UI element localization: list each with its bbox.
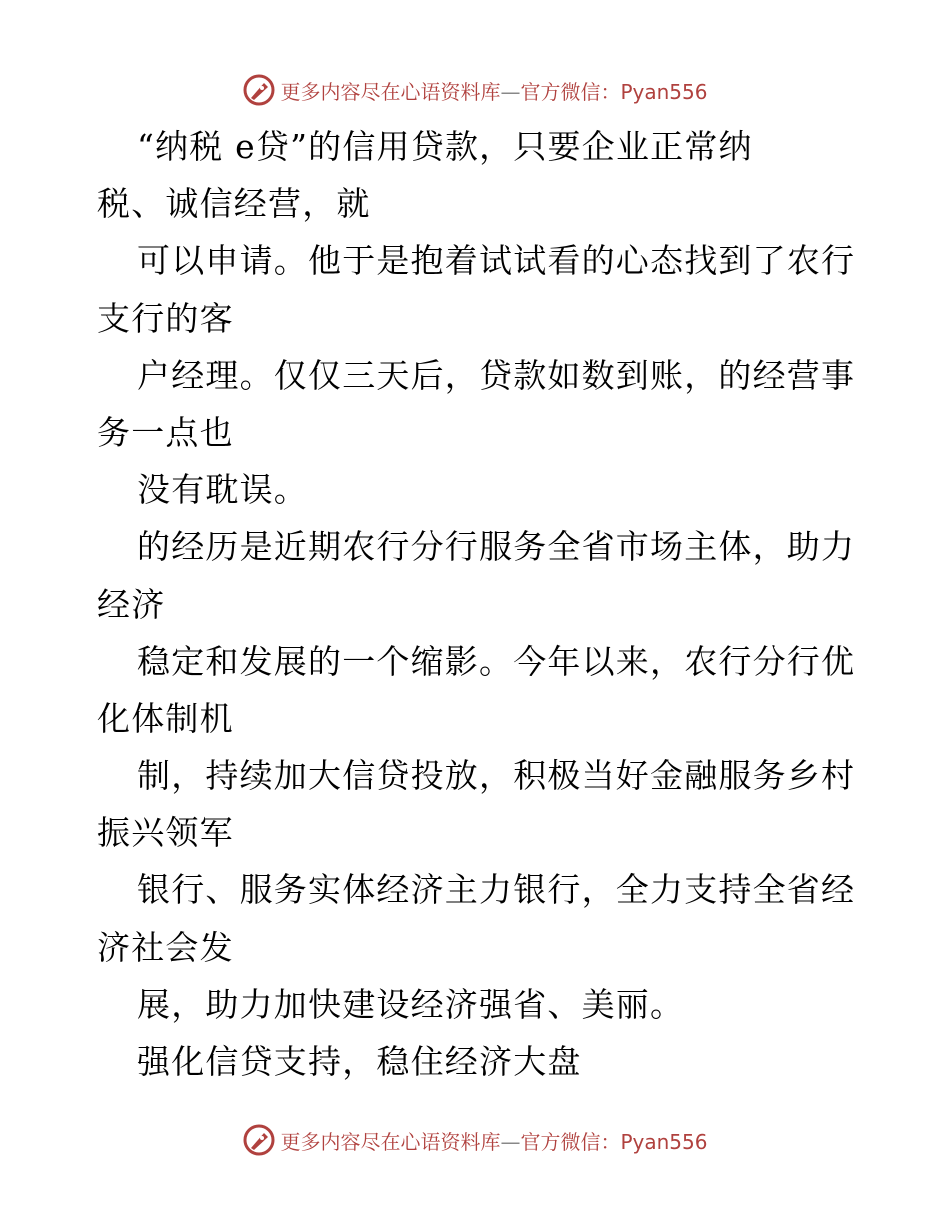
pen-nib-logo-icon xyxy=(242,73,276,107)
banner-separator: — xyxy=(500,79,521,104)
banner-separator: — xyxy=(500,1129,521,1154)
text-line: 经济 xyxy=(97,584,166,624)
text-line: 没有耽误。 xyxy=(137,470,308,510)
text-line: 强化信贷支持，稳住经济大盘 xyxy=(137,1042,582,1081)
text-line: 务一点也 xyxy=(97,412,234,452)
text-line: 银行、服务实体经济主力银行，全力支持全省经 xyxy=(137,870,856,910)
pen-nib-logo-icon xyxy=(242,1123,276,1157)
text-line: 可以申请。他于是抱着试试看的心态找到了农行 xyxy=(137,241,856,281)
text-line: 化体制机 xyxy=(97,698,234,738)
footer-banner xyxy=(0,1120,950,1160)
banner-contact-text: 官方微信：Pyan556 xyxy=(520,79,708,104)
header-banner xyxy=(0,70,950,110)
banner-site-text: 更多内容尽在心语资料库 xyxy=(280,79,501,104)
text-line: 稳定和发展的一个缩影。今年以来，农行分行优 xyxy=(137,641,856,681)
text-line: 振兴领军 xyxy=(97,813,234,853)
text-line: 户经理。仅仅三天后，贷款如数到账，的经营事 xyxy=(137,355,856,395)
text-line: 支行的客 xyxy=(97,298,234,338)
text-line: “纳税 e贷”的信用贷款，只要企业正常纳 xyxy=(137,127,753,166)
text-line: 济社会发 xyxy=(97,927,234,967)
text-line: 的经历是近期农行分行服务全省市场主体，助力 xyxy=(137,527,856,567)
banner-site-text: 更多内容尽在心语资料库 xyxy=(280,1129,501,1154)
banner-text xyxy=(280,1126,707,1155)
banner-contact-text: 官方微信：Pyan556 xyxy=(520,1129,708,1154)
banner-text xyxy=(280,76,707,105)
text-line: 展，助力加快建设经济强省、美丽。 xyxy=(137,984,685,1024)
document-body xyxy=(97,118,857,1090)
text-line: 税、诚信经营，就 xyxy=(97,184,371,224)
text-line: 制，持续加大信贷投放，积极当好金融服务乡村 xyxy=(137,756,856,796)
